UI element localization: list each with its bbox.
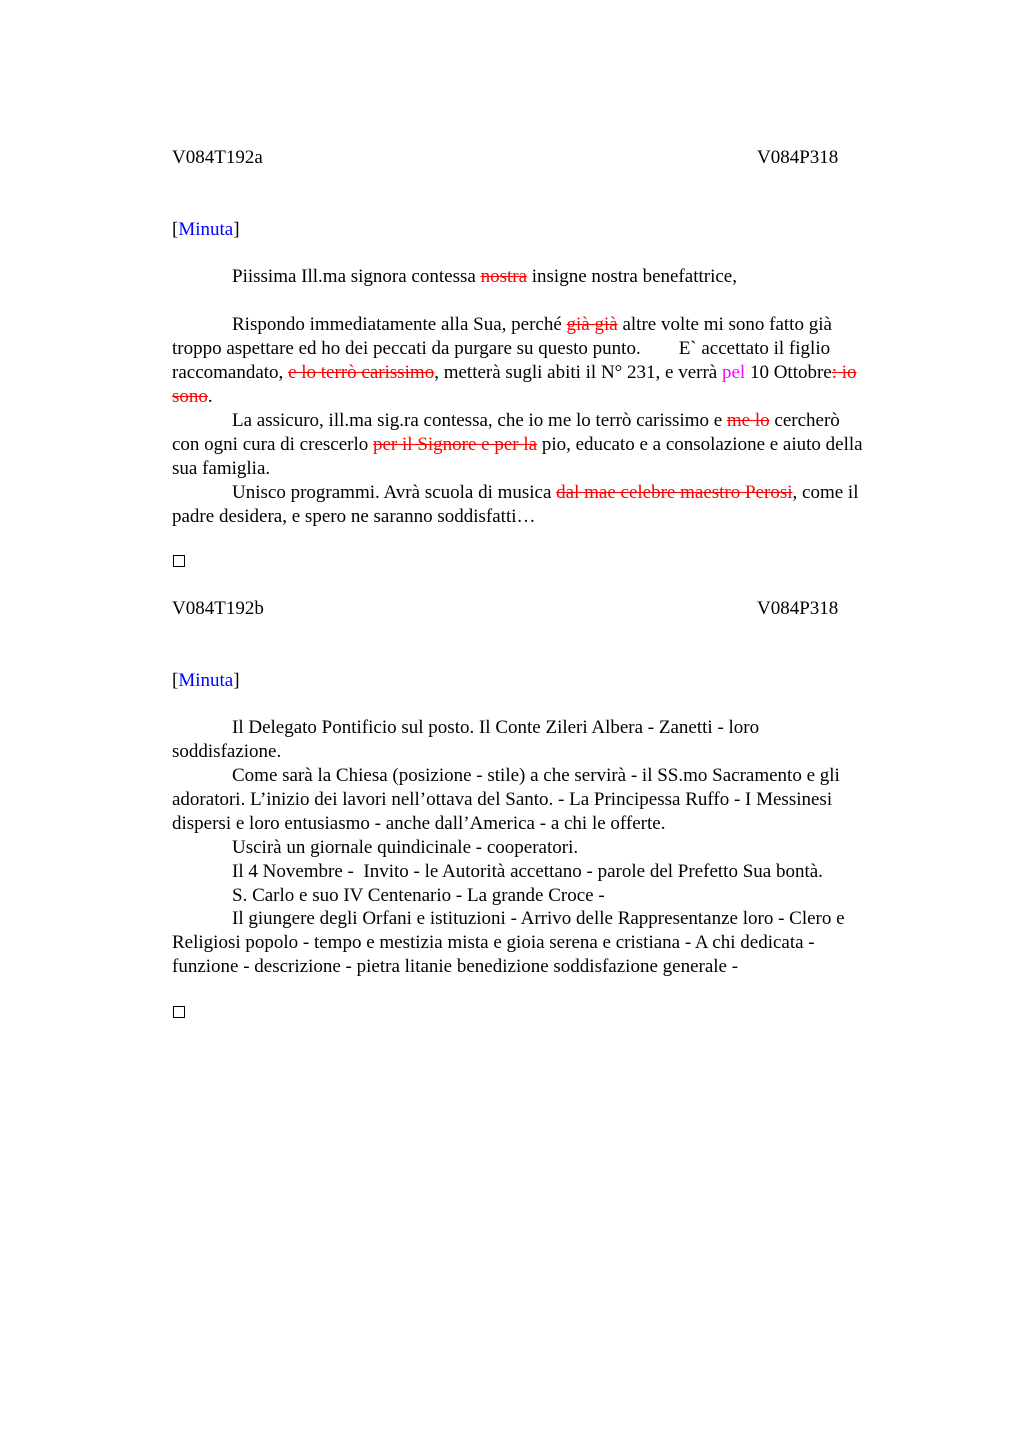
section-b-line: dispersi e loro entusiasmo - anche dall’America - a chi le offerte. [172, 813, 666, 834]
section-b-minuta-label: [Minuta] [172, 670, 240, 691]
deletion: : io [831, 362, 857, 383]
section-b-line: Come sarà la Chiesa (posizione - stile) a che servirà - il SS.mo Sacramento e gli [232, 765, 840, 786]
insertion: pel [721, 362, 746, 383]
section-b-line: funzione - descrizione - pietra litanie benedizione soddisfazione generale - [172, 956, 739, 977]
para1-line3: raccomandato, e lo terrò carissimo, metterà sugli abiti il N° 231, e verrà pel 10 Ottobre: io [172, 362, 857, 383]
end-marker-square-icon [173, 555, 185, 567]
para1-line2: troppo aspettare ed ho dei peccati da purgare su questo punto. E` accettato il figlio [172, 338, 831, 359]
section-b-line: S. Carlo e suo IV Centenario - La grande Croce - [232, 885, 605, 906]
minuta-link: Minuta [178, 219, 234, 240]
section-b-line: adoratori. L’inizio dei lavori nell’ottava del Santo. - La Principessa Ruffo - I Messinesi [172, 789, 833, 810]
end-marker-square-icon [173, 1006, 185, 1018]
deletion: me lo [726, 410, 770, 431]
minuta-link: Minuta [178, 670, 234, 691]
section-a-id-left: V084T192a [172, 147, 263, 168]
para1-line4: sono. [172, 386, 213, 407]
section-b-line: soddisfazione. [172, 741, 282, 762]
section-b-line: Il Delegato Pontificio sul posto. Il Conte Zileri Albera - Zanetti - loro [232, 717, 760, 738]
para1-line1: Rispondo immediatamente alla Sua, perché già già altre volte mi sono fatto già [232, 314, 832, 335]
section-b-id-left: V084T192b [172, 598, 264, 619]
deletion: già già [566, 314, 618, 335]
section-b-line: Religiosi popolo - tempo e mestizia mista e gioia serena e cristiana - A chi dedicata - [172, 932, 815, 953]
para2-line2: con ogni cura di crescerlo per il Signore e per la pio, educato e a consolazione e aiuto della [172, 434, 863, 455]
deletion: sono [172, 386, 208, 407]
section-b-line: Il giungere degli Orfani e istituzioni - Arrivo delle Rappresentanze loro - Clero e [232, 908, 845, 929]
para3-line2: padre desidera, e spero ne saranno soddisfatti… [172, 506, 536, 527]
deletion: per il Signore e per la [373, 434, 538, 455]
section-a-id-right: V084P318 [757, 147, 839, 168]
section-b-line: Uscirà un giornale quindicinale - cooperatori. [232, 837, 579, 858]
para2-line1: La assicuro, ill.ma sig.ra contessa, che io me lo terrò carissimo e me lo cercherò [232, 410, 840, 431]
section-b-id-right: V084P318 [757, 598, 839, 619]
section-a-minuta-label: [Minuta] [172, 219, 240, 240]
deletion: dal mae celebre maestro Perosi [556, 482, 793, 503]
greeting-line: Piissima Ill.ma signora contessa nostra insigne nostra benefattrice, [232, 266, 737, 287]
deletion: e lo terrò carissimo [288, 362, 435, 383]
deletion: nostra [480, 266, 527, 287]
section-b-line: Il 4 Novembre - Invito - le Autorità accettano - parole del Prefetto Sua bontà. [232, 861, 823, 882]
para2-line3: sua famiglia. [172, 458, 271, 479]
para3-line1: Unisco programmi. Avrà scuola di musica dal mae celebre maestro Perosi, come il [232, 482, 859, 503]
